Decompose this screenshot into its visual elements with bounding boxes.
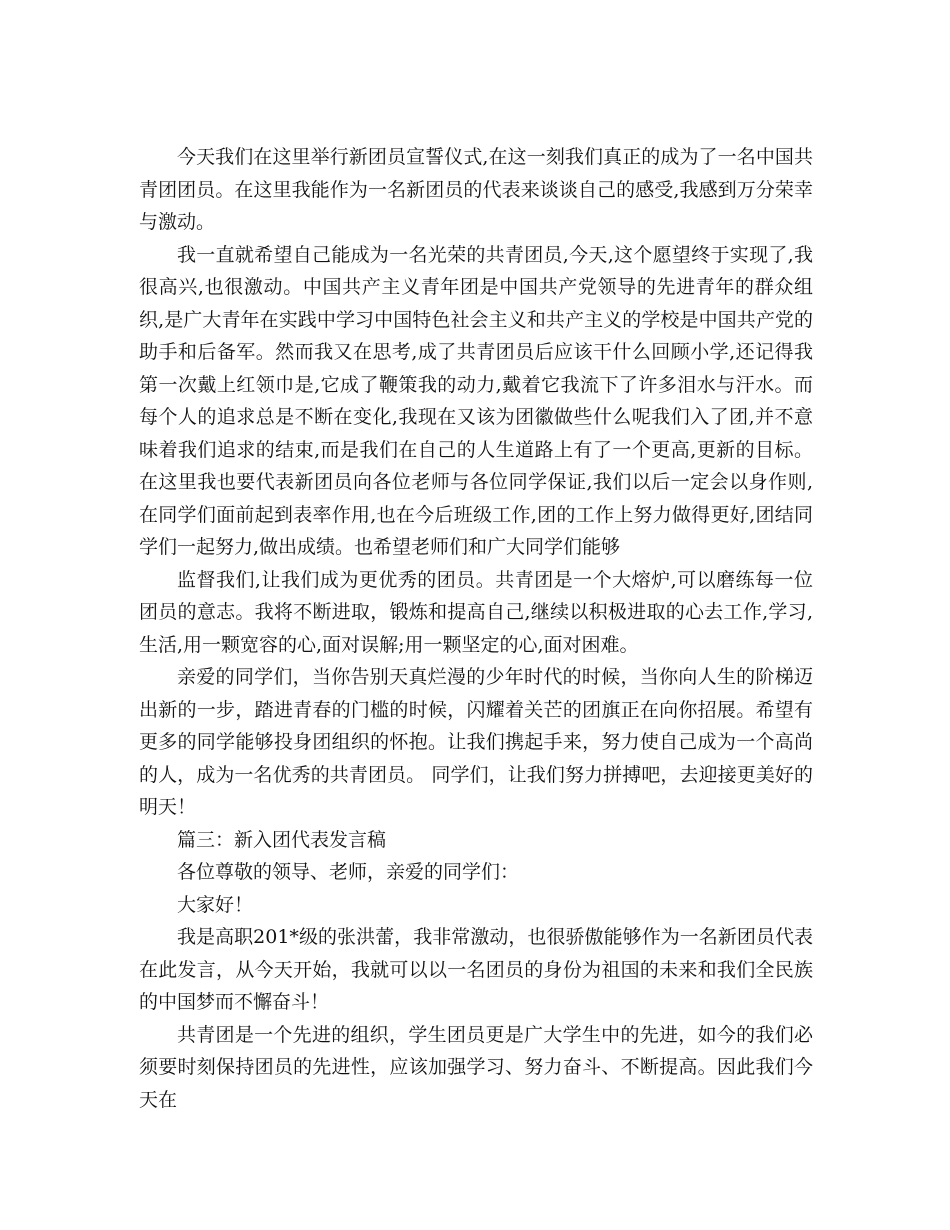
paragraph-supervision: 监督我们,让我们成为更优秀的团员。共青团是一个大熔炉,可以磨练每一位团员的意志。我将不断进取，锻炼和提高自己,继续以积极进取的心去工作,学习,生活,用一颗宽容的心,面对误解;用一颗坚定的心,面对困难。 bbox=[139, 568, 813, 656]
salutation: 各位尊敬的领导、老师，亲爱的同学们： bbox=[177, 861, 520, 883]
paragraph-league-advanced: 共青团是一个先进的组织，学生团员更是广大学生中的先进，如今的我们必须要时刻保持团员的先进性，应该加强学习、努力奋斗、不断提高。因此我们今天在 bbox=[139, 1023, 813, 1111]
paragraph-dear-classmates: 亲爱的同学们，当你告别天真烂漫的少年时代的时候，当你向人生的阶梯迈出新的一步，踏进青春的门槛的时候，闪耀着关芒的团旗正在向你招展。希望有更多的同学能够投身团组织的怀抱。让我们携起手来，努力使自己成为一个高尚的人，成为一名优秀的共青团员。 同学们，让我们努力拼搏吧，去迎接更美好的明天！ bbox=[139, 666, 813, 818]
paragraph-aspiration: 我一直就希望自己能成为一名光荣的共青团员,今天,这个愿望终于实现了,我很高兴,也很激动。中国共产主义青年团是中国共产党领导的先进青年的群众组织,是广大青年在实践中学习中国特色社会主义和共产主义的学校是中国共产党的助手和后备军。然而我又在思考,成了共青团员后应该干什么回顾小学,还记得我第一次戴上红领巾是,它成了鞭策我的动力,戴着它我流下了许多泪水与汗水。而每个人的追求总是不断在变化,我现在又该为团徽做些什么呢我们入了团,并不意味着我们追求的结束,而是我们在自己的人生道路上有了一个更高,更新的目标。在这里我也要代表新团员向各位老师与各位同学保证,我们以后一定会以身作则,在同学们面前起到表率作用,也在今后班级工作,团的工作上努力做得更好,团结同学们一起努力,做出成绩。也希望老师们和广大同学们能够 bbox=[139, 243, 813, 558]
document-body bbox=[139, 141, 813, 1116]
section-heading: 篇三：新入团代表发言稿 bbox=[177, 828, 387, 851]
paragraph-ceremony-intro: 今天我们在这里举行新团员宣誓仪式,在这一刻我们真正的成为了一名中国共青团团员。在这里我能作为一名新团员的代表来谈谈自己的感受,我感到万分荣幸与激动。 bbox=[139, 146, 813, 233]
paragraph-self-introduction: 我是高职201*级的张洪蕾，我非常激动，也很骄傲能够作为一名新团员代表在此发言，从今天开始，我就可以以一名团员的身份为祖国的未来和我们全民族的中国梦而不懈奋斗！ bbox=[139, 926, 813, 1013]
greeting: 大家好！ bbox=[177, 893, 254, 916]
